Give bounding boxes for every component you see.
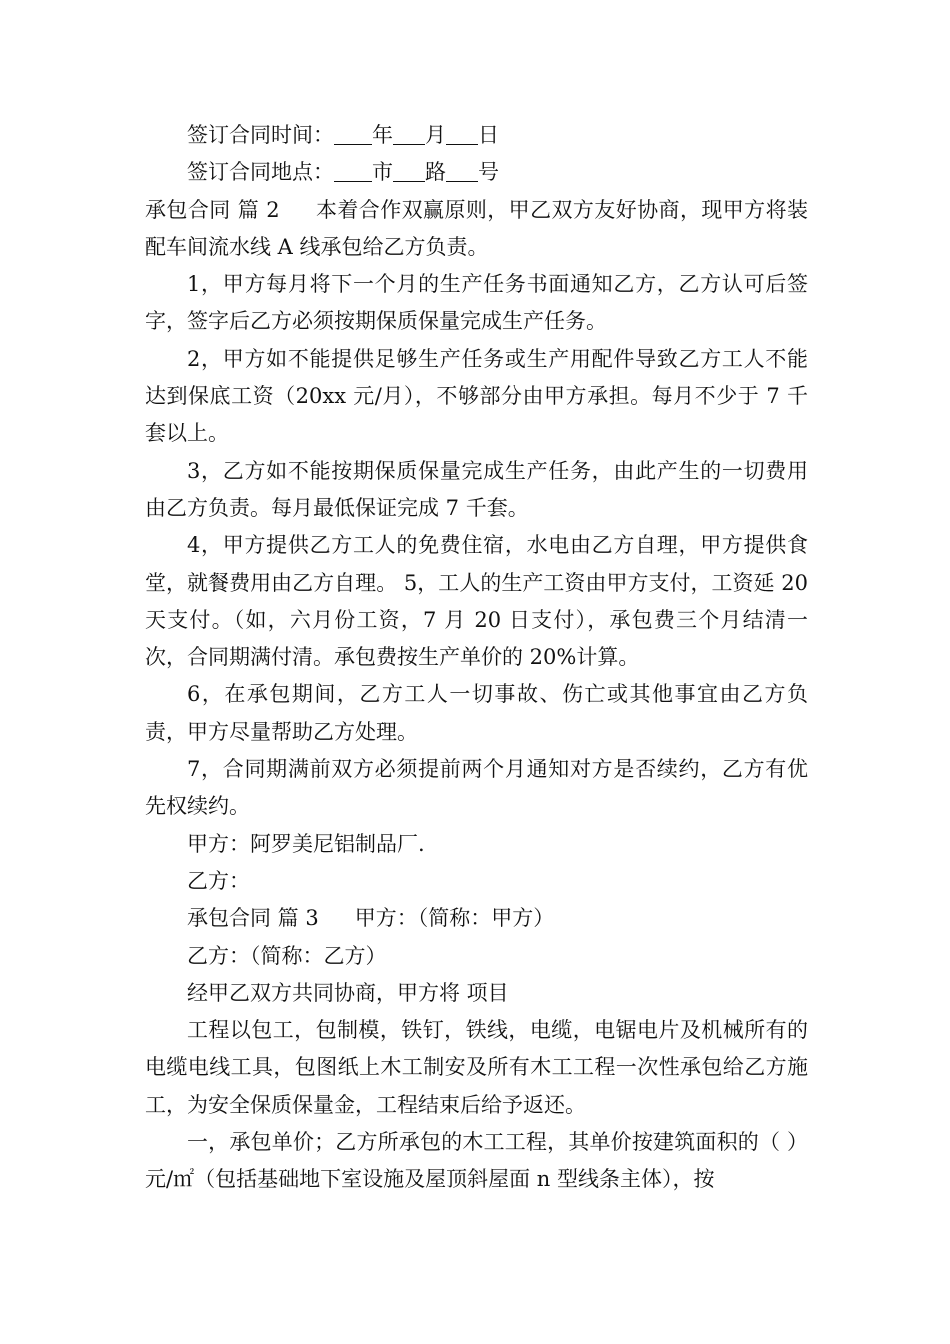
clause-3: 3，乙方如不能按期保质保量完成生产任务，由此产生的一切费用由乙方负责。每月最低保证完成 7 千套。 xyxy=(145,458,808,520)
contract-page xyxy=(145,117,808,1199)
section2-heading: 承包合同 篇 2 xyxy=(145,197,280,222)
party-b-signature: 乙方： xyxy=(187,868,250,893)
month-blank xyxy=(393,122,425,145)
section3-party-a: 甲方：（简称：甲方） xyxy=(354,906,555,931)
year-blank xyxy=(334,122,372,145)
section3-party-b: 乙方：（简称：乙方） xyxy=(187,943,387,968)
signing-date-line xyxy=(145,117,808,154)
month-label: 月 xyxy=(425,123,446,147)
clause-2: 2，甲方如不能提供足够生产任务或生产用配件导致乙方工人不能达到保底工资（20xx 元/月），不够部分由甲方承担。每月不少于 7 千套以上。 xyxy=(145,346,808,446)
clause-4-5: 4，甲方提供乙方工人的免费住宿，水电由乙方自理，甲方提供食堂，就餐费用由乙方自理。 5，工人的生产工资由甲方支付，工资延 20 天支付。（如，六月份工资，7 月 20 日支付），承包费三个月结清一次，合同期满付清。承包费按生产单价的 20%计算。 xyxy=(145,533,808,670)
section2-intro: 本着合作双赢原则，甲乙双方友好协商，现甲方将装配车间流水线 A 线承包给乙方负责。 xyxy=(145,197,808,259)
section3-agreement: 经甲乙双方共同协商，甲方将 项目 xyxy=(187,980,509,1005)
clause-7: 7，合同期满前双方必须提前两个月通知对方是否续约，乙方有优先权续约。 xyxy=(145,757,808,819)
section3-scope: 工程以包工，包制模，铁钉，铁线，电缆，电锯电片及机械所有的电缆电线工具，包图纸上木工制安及所有木工工程一次性承包给乙方施工，为安全保质保量金，工程结束后给予返还。 xyxy=(145,1018,808,1117)
section3-clause-1: 一，承包单价；乙方所承包的木工工程，其单价按建筑面积的（ ）元/㎡（包括基础地下室设施及屋顶斜屋面 n 型线条主体），按 xyxy=(145,1130,808,1192)
signing-place-label: 签订合同地点： xyxy=(187,160,334,185)
signing-date-label: 签订合同时间： xyxy=(187,123,334,147)
signing-place-line xyxy=(145,154,808,191)
section3-heading-line xyxy=(145,900,808,937)
road-label: 路 xyxy=(425,160,446,185)
city-blank xyxy=(334,159,372,182)
number-blank xyxy=(446,159,478,182)
year-label: 年 xyxy=(372,123,393,147)
day-blank xyxy=(446,122,478,145)
city-label: 市 xyxy=(372,160,393,185)
section2-paragraph xyxy=(145,192,808,267)
clause-1: 1，甲方每月将下一个月的生产任务书面通知乙方，乙方认可后签字，签字后乙方必须按期保质保量完成生产任务。 xyxy=(145,272,808,334)
party-a-signature: 甲方：阿罗美尼铝制品厂. xyxy=(187,831,425,856)
day-label: 日 xyxy=(478,123,499,147)
number-label: 号 xyxy=(478,160,499,185)
clause-6: 6，在承包期间，乙方工人一切事故、伤亡或其他事宜由乙方负责，甲方尽量帮助乙方处理。 xyxy=(145,682,808,744)
section3-heading: 承包合同 篇 3 xyxy=(187,906,319,931)
road-blank xyxy=(393,159,425,182)
